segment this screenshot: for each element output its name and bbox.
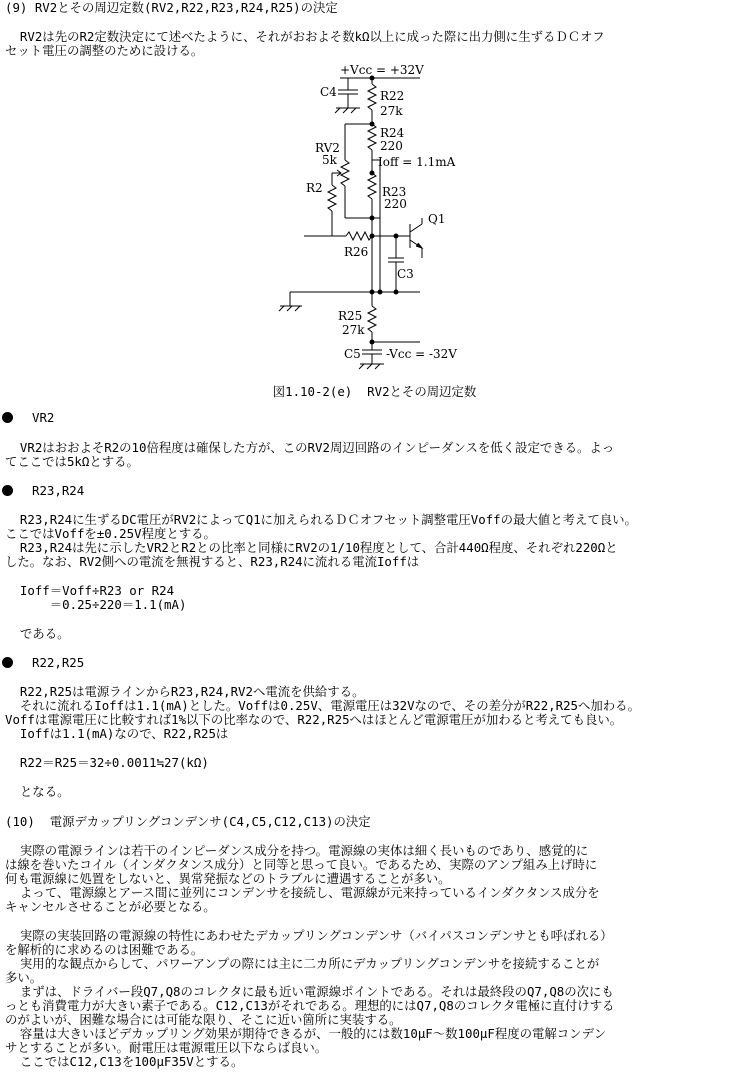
paragraph-line: は線を巻いたコイル（インダクタンス成分）と同等と思って良い。であるため、実際のアンプ組み上げ時に bbox=[5, 857, 598, 872]
section-heading-9: (9) RV2とその周辺定数(RV2,R22,R23,R24,R25)の決定 bbox=[5, 0, 338, 15]
label-r2: R2 bbox=[306, 181, 323, 195]
paragraph-line: 容量は大きいほどデカップリング効果が期待できるが、一般的には数10μF～数100μF程度の電解コンデン bbox=[5, 1026, 607, 1041]
paragraph-line: 何も電源線に処置をしないと、異常発振などのトラブルに遭遇することが多い。 bbox=[5, 871, 451, 886]
paragraph-line: 多い。 bbox=[5, 970, 43, 985]
bullet-icon bbox=[2, 657, 13, 668]
paragraph-line: 実用的な観点からして、パワーアンプの際には主に二カ所にデカップリングコンデンサを接続することが bbox=[5, 956, 600, 971]
label-r25: R25 bbox=[338, 309, 363, 323]
formula-line: ＝0.25÷220＝1.1(mA) bbox=[5, 597, 187, 612]
paragraph-line: である。 bbox=[5, 626, 70, 641]
label-rv2-value: 5k bbox=[322, 153, 337, 167]
paragraph-line: した。なお、RV2側への電流を無視すると、R23,R24に流れる電流Ioffは bbox=[5, 554, 420, 569]
bullet-icon bbox=[2, 412, 13, 423]
label-ioff: Ioff = 1.1mA bbox=[378, 155, 456, 169]
paragraph-line: セット電圧の調整のために設ける。 bbox=[5, 43, 204, 58]
paragraph-line: のがよいが、困難な場合には可能な限り、そこに近い箇所に実装する。 bbox=[5, 1012, 402, 1027]
paragraph-line: っとも消費電力が大きい素子である。C12,C13がそれである。理想的にはQ7,Q8のコレクタ電極に直付けする bbox=[5, 998, 615, 1013]
paragraph-line: サとすることが多い。耐電圧は電源電圧以下ならば良い。 bbox=[5, 1040, 328, 1055]
paragraph-line: キャンセルさせることが必要となる。 bbox=[5, 899, 216, 914]
label-c3: C3 bbox=[397, 267, 414, 281]
section-heading-10: (10) 電源デカップリングコンデンサ(C4,C5,C12,C13)の決定 bbox=[5, 814, 371, 829]
paragraph-line: を解析的に求めるのは困難である。 bbox=[5, 942, 204, 957]
label-q1: Q1 bbox=[428, 212, 446, 226]
label-rv2: RV2 bbox=[315, 141, 340, 155]
paragraph-line: 実際の実装回路の電源線の特性にあわせたデカップリングコンデンサ（バイパスコンデンサとも呼ばれる） bbox=[5, 928, 613, 943]
label-c4: C4 bbox=[320, 85, 337, 99]
paragraph-line: ここではVoffを±0.25V程度とする。 bbox=[5, 526, 216, 541]
label-r22: R22 bbox=[380, 89, 405, 103]
label-vcc-positive: +Vcc = +32V bbox=[340, 63, 424, 77]
label-r25-value: 27k bbox=[342, 323, 365, 337]
formula-line: R22＝R25＝32÷0.0011≒27(kΩ) bbox=[5, 755, 209, 770]
paragraph-line: R22,R25は電源ラインからR23,R24,RV2へ電流を供給する。 bbox=[5, 684, 365, 699]
paragraph-line: R23,R24は先に示したVR2とR2との比率と同様にRV2の1/10程度として、合計440Ω程度、それぞれ220Ωと bbox=[5, 540, 618, 555]
paragraph-line: となる。 bbox=[5, 784, 70, 799]
formula-line: Ioff＝Voff÷R23 or R24 bbox=[5, 583, 175, 598]
label-r24-value: 220 bbox=[380, 139, 403, 153]
label-r23-value: 220 bbox=[384, 197, 407, 211]
figure-caption: 図1.10-2(e) RV2とその周辺定数 bbox=[272, 384, 477, 399]
paragraph-line: R23,R24に生ずるDC電圧がRV2によってQ1に加えられるＤＣオフセット調整電圧Voffの最大値と考えて良い。 bbox=[5, 512, 637, 527]
label-r26: R26 bbox=[344, 245, 369, 259]
label-c5: C5 bbox=[344, 347, 361, 361]
paragraph-line: Voffは電源電圧に比較すれば1%以下の比率なので、R22,R25へはほとんど電源電圧が加わると考えても良い。 bbox=[5, 712, 623, 727]
label-r23: R23 bbox=[382, 185, 407, 199]
label-r22-value: 27k bbox=[380, 104, 403, 118]
bullet-icon bbox=[2, 485, 13, 496]
paragraph-line: Ioffは1.1(mA)なので、R22,R25は bbox=[5, 726, 229, 741]
label-vcc-negative: -Vcc = -32V bbox=[386, 347, 457, 361]
paragraph-line: VR2はおおよそR2の10倍程度は確保した方が、このRV2周辺回路のインピーダンスを低く設定できる。よっ bbox=[5, 440, 615, 455]
paragraph-line: 実際の電源ラインは若干のインピーダンス成分を持つ。電源線の実体は細く長いものであり、感覚的に bbox=[5, 843, 589, 858]
paragraph-line: ここではC12,C13を100μF35Vとする。 bbox=[5, 1054, 244, 1069]
circuit-diagram bbox=[270, 60, 470, 370]
paragraph-line: それに流れるIoffは1.1(mA)とした。Voffは0.25V、電源電圧は32Vなので、その差分がR22,R25へ加わる。 bbox=[5, 698, 640, 713]
subsection-title-r22-r25: R22,R25 bbox=[32, 655, 85, 670]
subsection-title-vr2: VR2 bbox=[32, 410, 55, 425]
paragraph-line: よって、電源線とアース間に並列にコンデンサを接続し、電源線が元来持っているインダクタンス成分を bbox=[5, 885, 600, 900]
paragraph-line: まずは、ドライバー段Q7,Q8のコレクタに最も近い電源線ポイントである。それは最終段のQ7,Q8の次にも bbox=[5, 984, 614, 999]
paragraph-line: RV2は先のR2定数決定にて述べたように、それがおおよそ数kΩ以上に成った際に出力側に生ずるＤＣオフ bbox=[5, 29, 605, 44]
paragraph-line: てここでは5kΩとする。 bbox=[5, 454, 139, 469]
label-r24: R24 bbox=[380, 126, 405, 140]
subsection-title-r23-r24: R23,R24 bbox=[32, 483, 85, 498]
